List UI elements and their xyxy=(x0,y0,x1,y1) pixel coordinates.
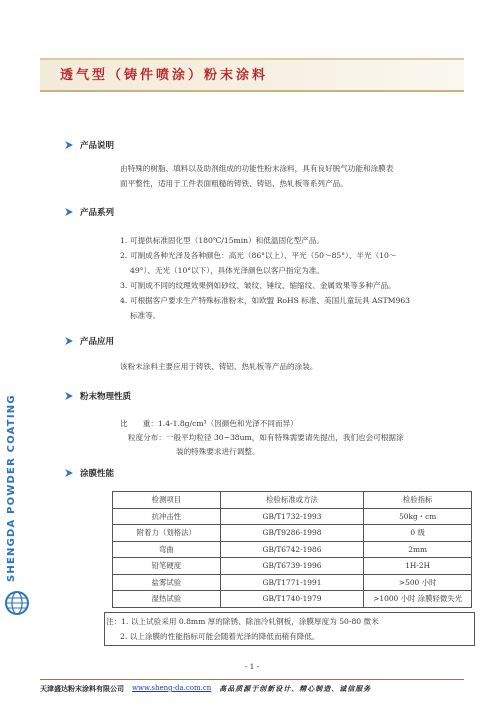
arrow-icon xyxy=(64,140,74,150)
list-item-continued xyxy=(120,263,465,278)
column-header: 检验指标 xyxy=(364,492,472,509)
table-cell: GB/T9286-1998 xyxy=(220,525,364,542)
page-number: - 1 - xyxy=(244,662,260,671)
table-cell: 抗冲击性 xyxy=(113,508,221,525)
table-cell: GB/T1732-1993 xyxy=(220,508,364,525)
list-item xyxy=(120,293,465,308)
table-cell: 附着力（划格法） xyxy=(113,525,221,542)
section-heading-series xyxy=(64,206,114,218)
list-item xyxy=(120,233,465,248)
section-heading-performance xyxy=(64,467,114,479)
heading-text: 产品说明 xyxy=(80,141,115,151)
footer-url-link[interactable]: www.sheng-da.com.cn xyxy=(132,684,212,692)
performance-table xyxy=(112,491,472,608)
table-row xyxy=(113,558,472,575)
section-heading-application xyxy=(64,335,114,347)
list-number: 4. xyxy=(120,296,128,305)
series-list xyxy=(120,233,465,323)
description-text xyxy=(120,161,470,191)
table-cell: >500 小时 xyxy=(364,574,472,591)
particle-text-continued: 装的特殊要求进行调整。 xyxy=(176,447,260,456)
table-cell: GB/T6742-1986 xyxy=(220,541,364,558)
table-header-row xyxy=(113,492,472,509)
list-number: 3. xyxy=(120,281,128,290)
column-header: 检测项目 xyxy=(113,492,221,509)
arrow-icon xyxy=(64,468,74,478)
heading-text: 粉末物理性质 xyxy=(80,392,132,402)
description-line: 面平整性，适用于工件表面粗糙的铸铁、铸铝、热轧板等系列产品。 xyxy=(120,179,348,188)
list-text: 可提供标准固化型（180℃/15min）和低温固化型产品。 xyxy=(130,236,325,245)
table-cell: 2mm xyxy=(364,541,472,558)
arrow-icon xyxy=(64,391,74,401)
column-header: 检验标准或方法 xyxy=(220,492,364,509)
list-text: 可根据客户要求生产特殊标准粉末，如欧盟 RoHS 标准、美国儿童玩具 ASTM963 xyxy=(130,296,410,305)
table-row xyxy=(113,541,472,558)
particle-text: 粒度分布：一般平均粒径 30~38um，如有特殊需要请先提出，我们也会可根据涂 xyxy=(128,433,404,442)
title-bar xyxy=(40,58,464,92)
section-heading-description xyxy=(64,139,114,151)
table-cell: 0 级 xyxy=(364,525,472,542)
description-line: 由特殊的树脂、填料以及助剂组成的功能性粉末涂料，具有良好脱气功能和涂膜表 xyxy=(120,164,394,173)
list-text: 可制成不同的纹理效果例如砂纹、皱纹、锤纹、缩缩纹、金属效果等多种产品。 xyxy=(130,281,396,290)
heading-text: 产品应用 xyxy=(80,337,115,347)
notes xyxy=(104,614,379,644)
list-text: 标准等。 xyxy=(130,311,161,320)
side-brand-text: SHENGDA POWDER COATING xyxy=(6,394,17,582)
table-cell: 盐雾试验 xyxy=(113,574,221,591)
list-number: 2. xyxy=(120,251,128,260)
gravity-text: 比 重：1.4-1.8g/cm³（因颜色和光泽不同而异） xyxy=(120,419,298,428)
side-brand xyxy=(6,394,30,582)
table-cell: GB/T1740-1979 xyxy=(220,591,364,608)
list-item-continued xyxy=(120,308,465,323)
table-cell: 50kg・cm xyxy=(364,508,472,525)
list-item xyxy=(120,248,465,263)
table-cell: GB/T1771-1991 xyxy=(220,574,364,591)
footer-company: 天津盛达粉末涂料有限公司 xyxy=(40,685,124,693)
section-heading-physical xyxy=(64,390,131,402)
table-row xyxy=(113,574,472,591)
table-row xyxy=(113,525,472,542)
table-cell: 1H-2H xyxy=(364,558,472,575)
table-cell: 铅笔硬度 xyxy=(113,558,221,575)
arrow-icon xyxy=(64,207,74,217)
note-line: 注：1. 以上试验采用 0.8mm 厚的除锈、除油冷轧钢板，涂膜厚度为 50-80 微米 xyxy=(106,617,379,626)
footer-slogan: 高品质源于创新设计、精心制造、诚信服务 xyxy=(219,685,372,693)
table-row xyxy=(113,508,472,525)
list-number: 1. xyxy=(120,236,128,245)
heading-text: 涂膜性能 xyxy=(80,469,115,479)
table-cell: 弯曲 xyxy=(113,541,221,558)
heading-text: 产品系列 xyxy=(80,208,115,218)
table-cell: 湿热试验 xyxy=(113,591,221,608)
list-text: 49°）、无光（10°以下），具体光泽颜色以客户指定为准。 xyxy=(130,266,324,275)
list-text: 可制成各种光泽及各种颜色：高光（86°以上）、平光（50～85°）、半光（10～ xyxy=(130,251,397,260)
table-cell: >1000 小时 涂膜轻微失光 xyxy=(364,591,472,608)
application-text: 该粉末涂料主要应用于铸铁、铸铝、热轧板等产品的涂装。 xyxy=(120,362,318,371)
table-cell: GB/T6739-1996 xyxy=(220,558,364,575)
footer xyxy=(40,679,464,694)
list-item xyxy=(120,278,465,293)
table-row xyxy=(113,591,472,608)
globe-logo-icon xyxy=(4,590,30,616)
arrow-icon xyxy=(64,336,74,346)
note-line: 2. 以上涂膜的性能指标可能会随着光泽的降低而稍有降低。 xyxy=(120,632,320,641)
page-title: 透气型（铸件喷涂）粉末涂料 xyxy=(60,68,269,83)
